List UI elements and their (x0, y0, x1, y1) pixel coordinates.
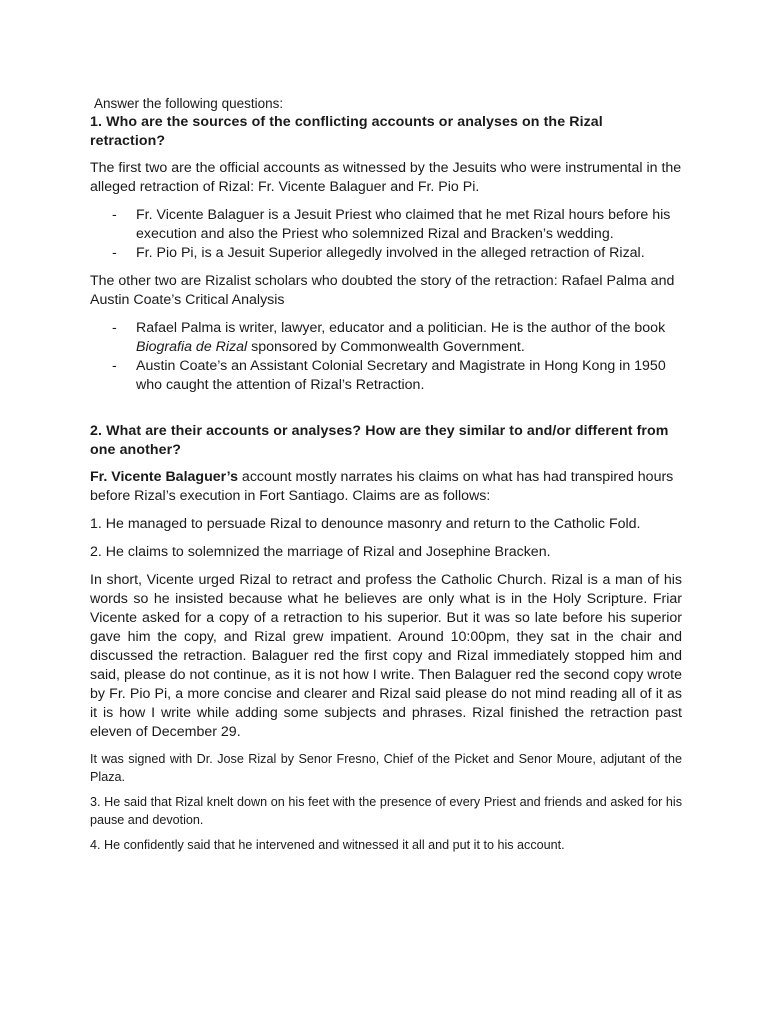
document-page (90, 94, 682, 863)
book-title: Biografia de Rizal (136, 339, 248, 355)
palma-text-pre: Rafael Palma is writer, lawyer, educator and a politician. He is the author of the book (136, 320, 666, 336)
claim-1: 1. He managed to persuade Rizal to denounce masonry and return to the Catholic Fold. (90, 516, 641, 532)
section-gap (90, 404, 682, 422)
q2-intro (90, 468, 682, 506)
instructions: Answer the following questions: (94, 96, 284, 111)
question-1: 1. Who are the sources of the conflicting accounts or analyses on the Rizal retraction? (90, 114, 603, 149)
claim-4: 4. He confidently said that he intervened and witnessed it all and put it to his account. (90, 838, 565, 852)
intro-name: Fr. Vicente Balaguer’s (90, 469, 238, 485)
list-item: - Austin Coate’s an Assistant Colonial Secretary and Magistrate in Hong Kong in 1950 who caught the attention of Rizal’s Retraction. (90, 357, 682, 395)
list-item: - Fr. Pio Pi, is a Jesuit Superior allegedly involved in the alleged retraction of Rizal. (90, 244, 682, 263)
q1-list-2 (90, 319, 682, 395)
q1-paragraph-2: The other two are Rizalist scholars who doubted the story of the retraction: Rafael Palma and Austin Coate’s Critical Analysis (90, 273, 675, 308)
q1-list-1 (90, 206, 682, 263)
claim-2: 2. He claims to solemnized the marriage of Rizal and Josephine Bracken. (90, 544, 551, 560)
intro-text: account mostly narrates his claims on what has had transpired hours before Rizal’s execution in Fort Santiago. Claims are as follows: (90, 469, 674, 504)
palma-text-post: sponsored by Commonwealth Government. (247, 339, 525, 355)
q1-paragraph-1: The first two are the official accounts as witnessed by the Jesuits who were instrumental in the alleged retraction of Rizal: Fr. Vicente Balaguer and Fr. Pio Pi. (90, 160, 682, 195)
list-item (90, 319, 682, 357)
question-2: 2. What are their accounts or analyses? How are they similar to and/or different from one another? (90, 423, 669, 458)
list-item: - Fr. Vicente Balaguer is a Jesuit Priest who claimed that he met Rizal hours before his execution and also the Priest who solemnized Rizal and Bracken’s wedding. (90, 206, 682, 244)
claim-3: 3. He said that Rizal knelt down on his feet with the presence of every Priest and friends and asked for his pause and devotion. (90, 795, 682, 827)
summary-paragraph: In short, Vicente urged Rizal to retract and profess the Catholic Church. Rizal is a man of his words so he insisted because what he believes are only what is in the Holy Scripture. Friar Vicente asked for a copy of a retraction to his superior. But it was so late before his superior gave him the copy, and Rizal grew impatient. Around 10:00pm, they sat in the chair and discussed the retraction. Balaguer red the first copy and Rizal immediately stopped him and said, please do not continue, as it is not how I write. Then Balaguer red the second copy wrote by Fr. Pio Pi, a more concise and clearer and Rizal said please do not mind reading all of it as it is how I write while adding some subjects and phrases. Rizal finished the retraction past eleven of December 29. (90, 572, 682, 740)
signed-paragraph: It was signed with Dr. Jose Rizal by Senor Fresno, Chief of the Picket and Senor Moure, adjutant of the Plaza. (90, 752, 682, 784)
